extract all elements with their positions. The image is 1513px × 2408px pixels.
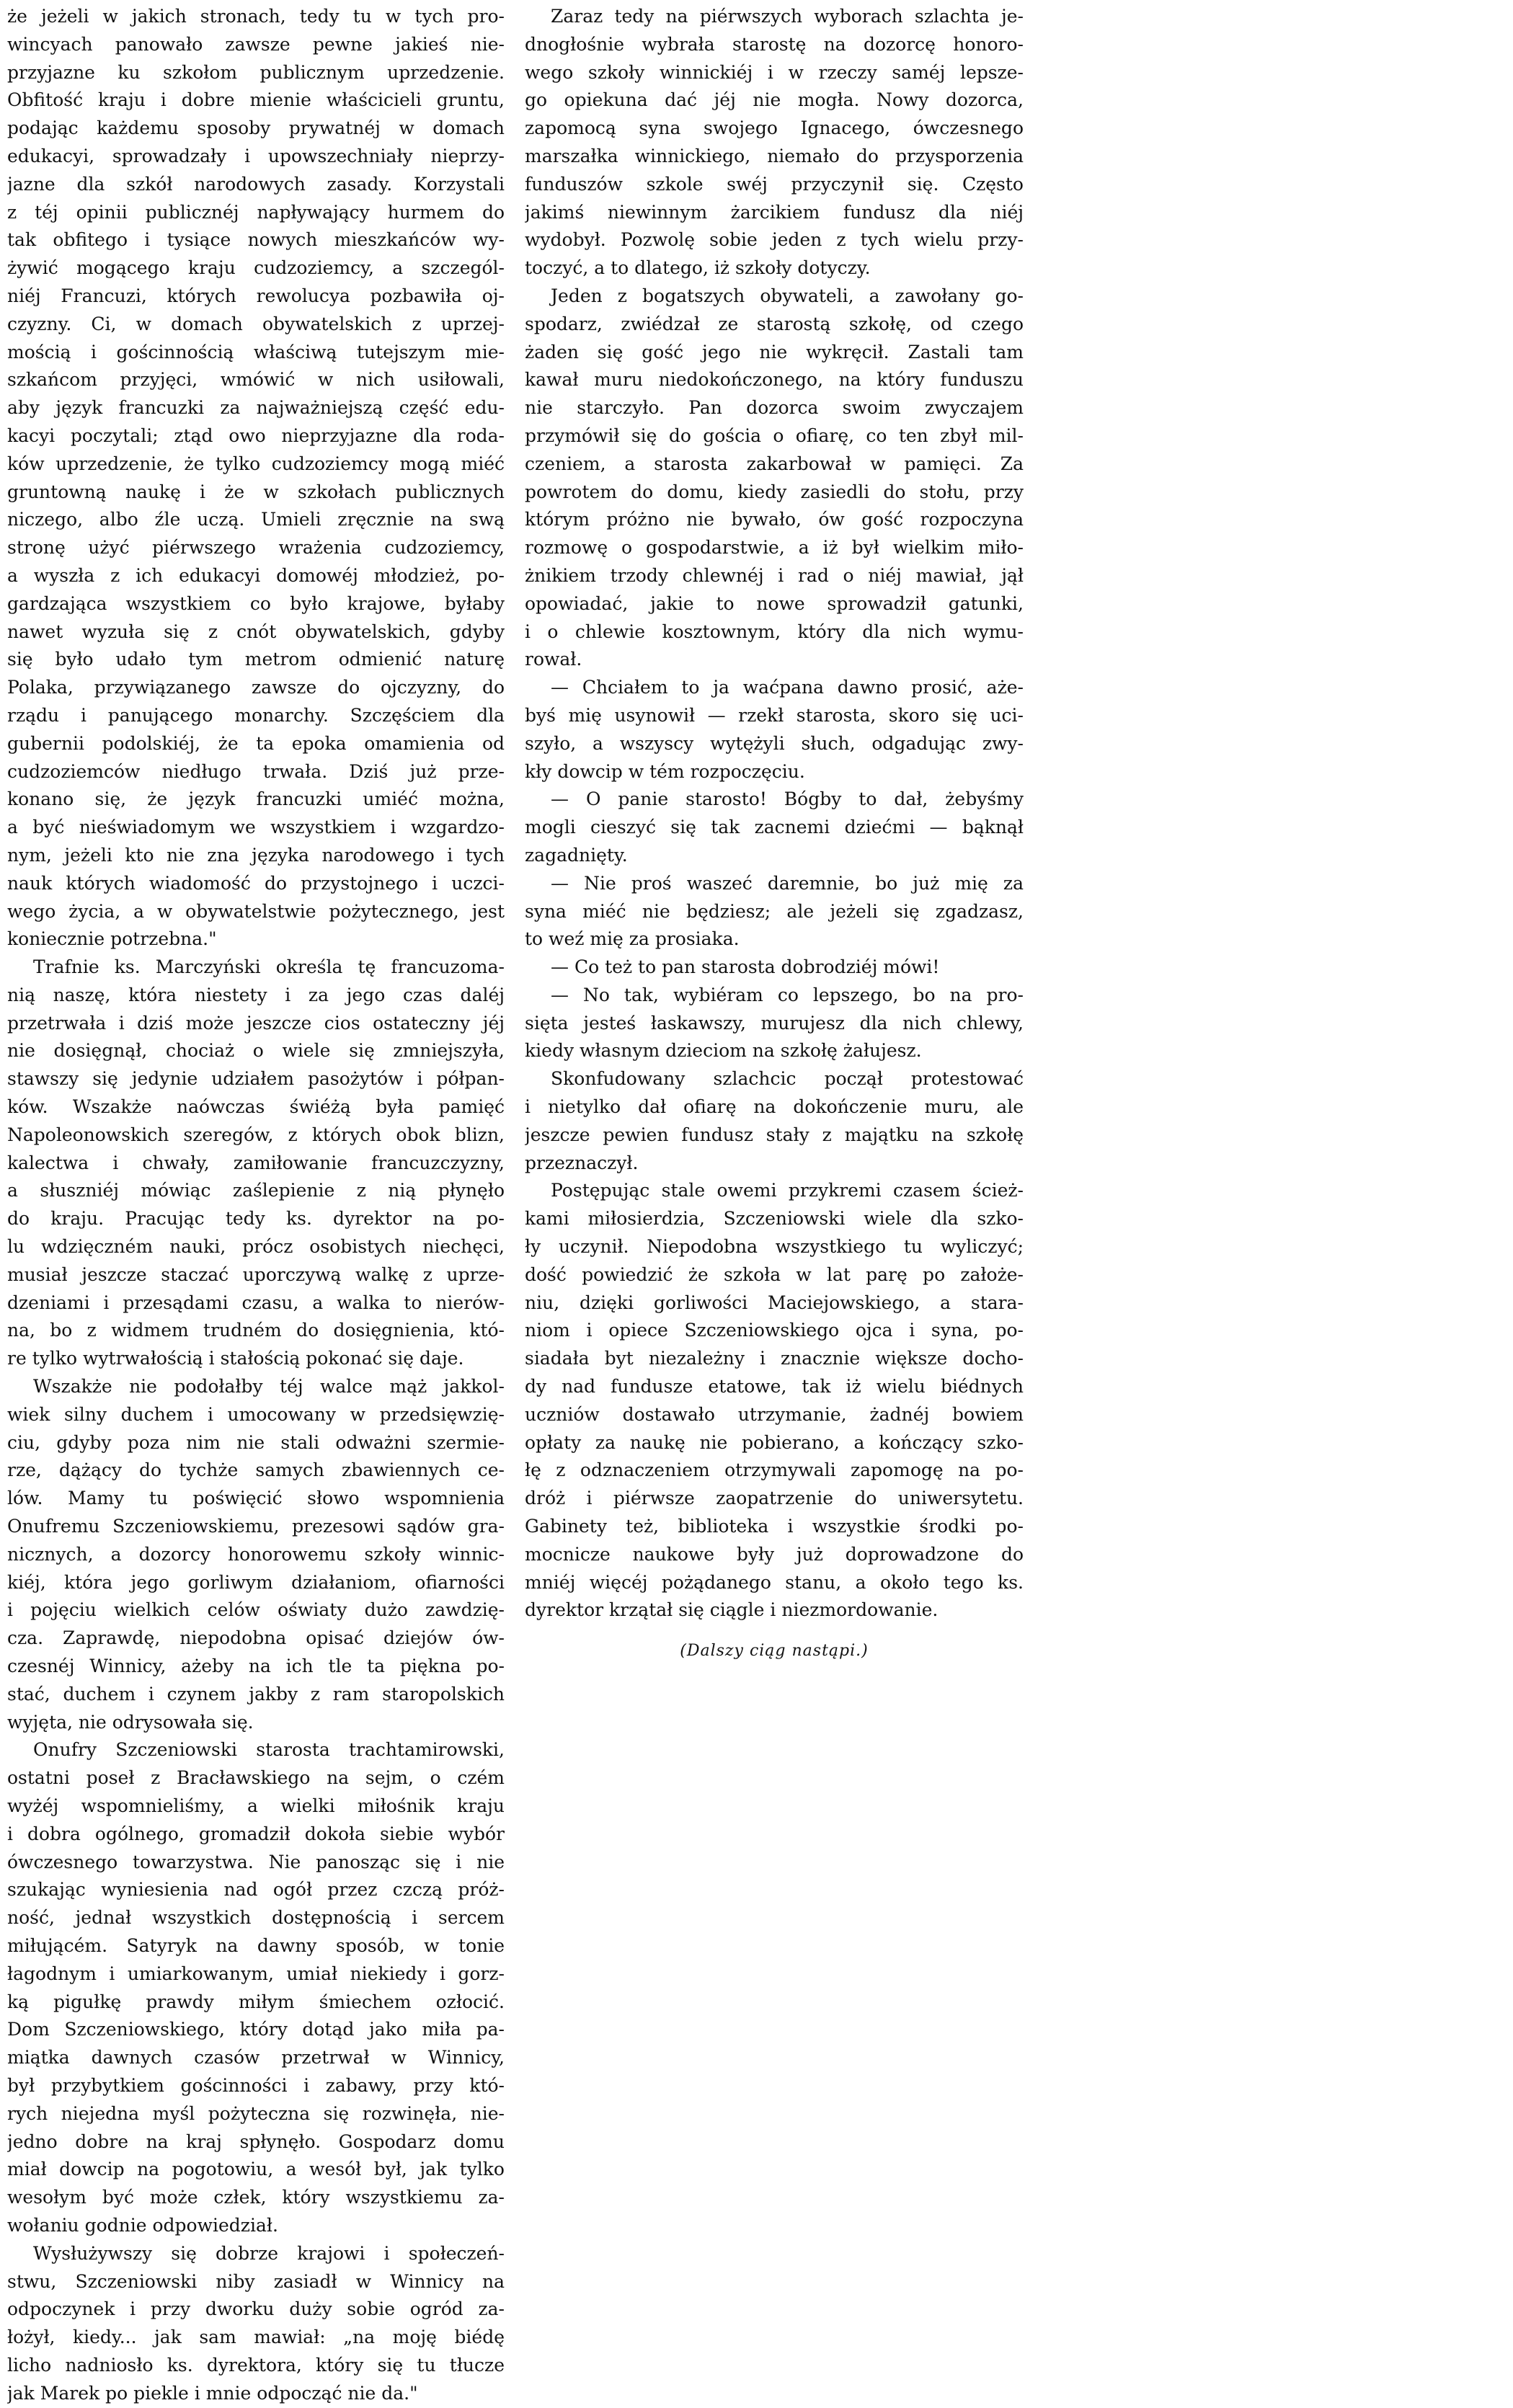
text-line: zagadnięty. [525, 844, 628, 866]
text-line: wego szkoły winnickiéj i w rzeczy saméj lepsze- [525, 61, 1024, 83]
left-text-column [7, 3, 505, 2408]
text-line: kiéj, która jego gorliwym działaniom, ofiarności [7, 1571, 505, 1593]
text-line: wydobył. Pozwolę sobie jeden z tych wielu przy- [525, 229, 1024, 251]
text-line: wiek silny duchem i umocowany w przedsięwzię- [7, 1403, 505, 1425]
text-line: i dobra ogólnego, gromadził dokoła siebie wybór [7, 1823, 505, 1844]
text-line: kiedy własnym dzieciom na szkołę żałujesz. [525, 1040, 922, 1062]
text-line: dnogłośnie wybrała starostę na dozorcę honoro- [525, 33, 1024, 55]
text-line: ką pigułkę prawdy miłym śmiechem ozłocić. [7, 1991, 505, 2012]
text-line: stawszy się jedynie udziałem pasożytów i półpan- [7, 1068, 505, 1090]
text-line: szyło, a wszyscy wytężyli słuch, odgadując zwy- [525, 732, 1024, 754]
text-line: wyjęta, nie odrysowała się. [7, 1711, 254, 1733]
text-line: byś mię usynowił — rzekł starosta, skoro się uci- [525, 704, 1024, 726]
text-line: odpoczynek i przy dworku duży sobie ogród za- [7, 2298, 505, 2320]
text-line: szukając wyniesienia nad ogół przez czczą próż- [7, 1879, 505, 1901]
continuation-note: (Dalszy ciąg nastąpi.) [680, 1642, 869, 1661]
text-line: żywić mogącego kraju cudzoziemcy, a szczegól- [7, 257, 505, 279]
text-line: rował. [525, 649, 582, 670]
text-line: mością i gościnnością właściwą tutejszym mie- [7, 341, 505, 363]
text-line: przetrwała i dziś może jeszcze cios ostateczny jéj [7, 1012, 505, 1034]
text-line: rze, dążący do tychże samych zbawiennych ce- [7, 1460, 505, 1481]
text-line: konano się, że język francuzki umiéć można, [7, 788, 505, 810]
text-line: nauk których wiadomość do przystojnego i uczci- [7, 872, 505, 894]
text-line: niu, dzięki gorliwości Maciejowskiego, a stara- [525, 1292, 1024, 1313]
text-line: nie starczyło. Pan dozorca swoim zwyczajem [525, 397, 1024, 419]
text-line: funduszów szkole swéj przyczynił się. Często [525, 173, 1024, 195]
text-line: opłaty za naukę nie pobierano, a kończący szko- [525, 1431, 1024, 1453]
text-line: a być nieświadomym we wszystkiem i wzgardzo- [7, 817, 505, 838]
text-line: — No tak, wybiéram co lepszego, bo na pro- [551, 984, 1024, 1005]
text-line: na, bo z widmem trudném do dosięgnienia, któ- [7, 1320, 505, 1341]
text-line: a wyszła z ich edukacyi domowéj młodzież, po- [7, 564, 505, 586]
text-line: lów. Mamy tu poświęcić słowo wspomnienia [7, 1488, 505, 1509]
text-line: zapomocą syna swojego Ignacego, ówczesnego [525, 117, 1024, 139]
text-line: musiał jeszcze staczać uporczywą walkę z uprze- [7, 1263, 505, 1285]
text-line: stronę użyć piérwszego wrażenia cudzoziemcy, [7, 537, 505, 559]
text-line: nicznych, a dozorcy honorowemu szkoły winnic- [7, 1543, 505, 1565]
text-line: — O panie starosto! Bógby to dał, żebyśmy [551, 788, 1024, 810]
text-line: niczego, albo źle uczą. Umieli zręcznie na swą [7, 509, 505, 530]
text-line: rozmowę o gospodarstwie, a iż był wielkim miło- [525, 537, 1024, 559]
text-line: — Co też to pan starosta dobrodziéj mówi! [551, 956, 940, 978]
text-line: edukacyi, sprowadzały i upowszechniały nieprzy- [7, 145, 505, 166]
text-line: jeszcze pewien fundusz stały z majątku na szkołę [525, 1124, 1024, 1145]
text-line: mniéj więcéj pożądanego stanu, a około tego ks. [525, 1571, 1024, 1593]
right-column-lines [525, 3, 1024, 1625]
text-line: z téj opinii publicznéj napływający hurmem do [7, 201, 505, 223]
text-line: Onufremu Szczeniowskiemu, prezesowi sądów gra- [7, 1516, 505, 1537]
text-line: miał dowcip na pogotowiu, a wesół był, jak tylko [7, 2159, 505, 2180]
text-line: Gabinety też, biblioteka i wszystkie środki po- [525, 1516, 1024, 1537]
text-line: koniecznie potrzebna." [7, 928, 217, 950]
text-line: żnikiem trzody chlewnéj i rad o niéj mawiał, jął [525, 564, 1024, 586]
text-line: dy nad fundusze etatowe, tak iż wielu biédnych [525, 1376, 1024, 1398]
text-line: Polaka, przywiązanego zawsze do ojczyzny, do [7, 677, 505, 698]
text-line: a słuszniéj mówiąc zaślepienie z nią płynęło [7, 1180, 505, 1201]
text-line: niom i opiece Szczeniowskiego ojca i syna, po- [525, 1320, 1024, 1341]
text-line: kły dowcip w tém rozpoczęciu. [525, 760, 805, 782]
text-line: kacyi poczytali; ztąd owo nieprzyjazne dla rodа- [7, 425, 505, 446]
text-line: nie dosięgnął, chociaż o wiele się zmniejszyła, [7, 1040, 505, 1062]
text-line: dość powiedzić że szkoła w lat parę po założe- [525, 1263, 1024, 1285]
text-line: powrotem do domu, kiedy zasiedli do stołu, przy [525, 481, 1024, 502]
text-line: dyrektor krzątał się ciągle i niezmordowanie. [525, 1599, 939, 1621]
text-line: Wszakże nie podołałby téj walce mąż jakkol- [33, 1376, 505, 1398]
text-line: i o chlewie kosztownym, który dla nich wymu- [525, 621, 1024, 642]
text-line: cudzoziemców niedługo trwała. Dziś już prze- [7, 760, 505, 782]
text-line: gardzająca wszystkiem co było krajowe, byłaby [7, 592, 505, 614]
text-line: gubernii podolskiéj, że ta epoka omamienia od [7, 732, 505, 754]
text-line: mogli cieszyć się tak zacnemi dziećmi — bąknął [525, 817, 1024, 838]
text-line: go opiekuna dać jéj nie mogła. Nowy dozorca, [525, 89, 1024, 111]
text-line: stać, duchem i czynem jakby z ram staropolskich [7, 1683, 505, 1705]
text-line: licho nadniosło ks. dyrektora, który się tu tłucze [7, 2354, 505, 2376]
text-line: nią naszę, która niestety i za jego czas daléj [7, 984, 505, 1005]
text-line: jak Marek po piekle i mnie odpocząć nie da." [7, 2382, 418, 2404]
text-line: do kraju. Pracując tedy ks. dyrektor na po- [7, 1208, 505, 1230]
text-line: rych niejedna myśl pożyteczna się rozwinęła, nie- [7, 2102, 505, 2124]
text-line: miątka dawnych czasów przetrwał w Winnicy, [7, 2047, 505, 2069]
text-line: kawał muru niedokończonego, na który funduszu [525, 369, 1024, 391]
text-line: Trafnie ks. Marczyński określa tę francuzoma- [33, 956, 505, 978]
text-line: i pojęciu wielkich celów oświaty dużo zawdzię- [7, 1599, 505, 1621]
text-line: podając każdemu sposoby prywatnéj w domach [7, 117, 505, 139]
text-line: Jeden z bogatszych obywateli, a zawołany go- [551, 285, 1024, 306]
text-line: wincyach panowało zawsze pewne jakieś nie- [7, 33, 505, 55]
text-line: był przybytkiem gościnności i zabawy, przy któ- [7, 2074, 505, 2096]
text-line: mocnicze naukowe były już doprowadzone do [525, 1543, 1024, 1565]
text-line: sięta jesteś łaskawszy, murujesz dla nich chlewy, [525, 1012, 1024, 1034]
text-line: Postępując stale owemi przykremi czasem ścież- [551, 1180, 1024, 1201]
text-line: Obfitość kraju i dobre mienie właścicieli gruntu, [7, 89, 505, 111]
text-line: czeniem, a starosta zakarbował w pamięci. Za [525, 453, 1024, 474]
text-line: Napoleonowskich szeregów, z których obok blizn, [7, 1124, 505, 1145]
text-line: marszałka winnickiego, niemało do przysporzenia [525, 145, 1024, 166]
text-line: Zaraz tedy na piérwszych wyborach szlachta je- [551, 6, 1024, 27]
text-line: łożył, kiedy... jak sam mawiał: „na moję biédę [7, 2327, 505, 2348]
text-line: nawet wyzuła się z cnót obywatelskich, gdyby [7, 621, 505, 642]
text-line: Skonfudowany szlachcic począł protestować [551, 1068, 1024, 1090]
text-line: przeznaczył. [525, 1152, 639, 1173]
text-line: syna miéć nie będziesz; ale jeżeli się zgadzasz, [525, 900, 1024, 922]
text-line: jedno dobre na kraj spłynęło. Gospodarz domu [7, 2131, 505, 2152]
text-line: żaden się gość jego nie wykręcił. Zastali tam [525, 341, 1024, 363]
text-line: aby język francuzki za najważniejszą część edu- [7, 397, 505, 419]
text-line: przyjazne ku szkołom publicznym uprzedzenie. [7, 61, 505, 83]
text-line: łagodnym i umiarkowanym, umiał niekiedy i gorz- [7, 1963, 505, 1984]
text-line: — Nie proś waszeć daremnie, bo już mię za [551, 872, 1024, 894]
text-line: lu wdzięczném nauki, prócz osobistych niechęci, [7, 1236, 505, 1258]
text-line: re tylko wytrwałością i stałością pokonać się daje. [7, 1348, 464, 1369]
text-line: cza. Zaprawdę, niepodobna opisać dziejów ów- [7, 1627, 505, 1649]
text-line: ówczesnego towarzystwa. Nie panosząc się i nie [7, 1851, 505, 1872]
text-line: jakimś niewinnym żarcikiem fundusz dla niéj [525, 201, 1024, 223]
text-line: dzeniami i przesądami czasu, a walka to nierów- [7, 1292, 505, 1313]
text-line: niéj Francuzi, których rewolucya pozbawiła oj- [7, 285, 505, 306]
text-line: którym próżno nie bywało, ów gość rozpoczyna [525, 509, 1024, 530]
text-line: siadała byt niezależny i znacznie większe docho- [525, 1348, 1024, 1369]
text-line: rządu i panującego monarchy. Szczęściem dla [7, 704, 505, 726]
text-line: ostatni poseł z Bracławskiego na sejm, o czém [7, 1767, 505, 1789]
text-line: czyzny. Ci, w domach obywatelskich z uprzej- [7, 313, 505, 334]
text-line: kalectwa i chwały, zamiłowanie francuzczyzny, [7, 1152, 505, 1173]
text-line: stwu, Szczeniowski niby zasiadł w Winnicy na [7, 2270, 505, 2292]
text-line: jazne dla szkół narodowych zasady. Korzystali [7, 173, 505, 195]
text-line: Onufry Szczeniowski starosta trachtamirowski, [33, 1739, 505, 1761]
text-line: wego życia, a w obywatelstwie pożytecznego, jest [7, 900, 505, 922]
text-line: ność, jednał wszystkich dostępnością i sercem [7, 1907, 505, 1929]
text-line: wołaniu godnie odpowiedział. [7, 2214, 278, 2236]
text-line: Wysłużywszy się dobrze krajowi i społeczeń- [33, 2242, 505, 2264]
text-line: to weź mię za prosiaka. [525, 928, 740, 950]
text-line: czesnéj Winnicy, ażeby na ich tle ta piękna po- [7, 1656, 505, 1677]
text-line: uczniów dostawało utrzymanie, żadnéj bowiem [525, 1403, 1024, 1425]
text-line: się było udało tym metrom odmienić naturę [7, 649, 505, 670]
text-line: spodarz, zwiédzał ze starostą szkołę, od czego [525, 313, 1024, 334]
right-text-column [525, 3, 1024, 1666]
text-line: łę z odznaczeniem otrzymywali zapomogę na po- [525, 1460, 1024, 1481]
text-line: tak obfitego i tysiące nowych mieszkańców wy- [7, 229, 505, 251]
text-line: wyżéj wspomnieliśmy, a wielki miłośnik kraju [7, 1795, 505, 1816]
text-line: wesołym być może człek, który wszystkiemu za- [7, 2187, 505, 2208]
text-line: nym, jeżeli kto nie zna języka narodowego i tych [7, 844, 505, 866]
text-line: i nietylko dał ofiarę na dokończenie muru, ale [525, 1096, 1024, 1118]
text-line: szkańcom przyjęci, wmówić w nich usiłowali, [7, 369, 505, 391]
text-line: ków. Wszakże naówczas świéżą była pamięć [7, 1096, 505, 1118]
text-line: — Chciałem to ja waćpana dawno prosić, aże- [551, 677, 1024, 698]
text-line: ków uprzedzenie, że tylko cudzoziemcy mogą miéć [7, 453, 505, 474]
text-line: kami miłosierdzia, Szczeniowski wiele dla szko- [525, 1208, 1024, 1230]
text-line: ły uczynił. Niepodobna wszystkiego tu wyliczyć; [525, 1236, 1024, 1258]
text-line: gruntowną naukę i że w szkołach publicznych [7, 481, 505, 502]
text-line: dróż i piérwsze zaopatrzenie do uniwersytetu. [525, 1488, 1024, 1509]
text-line: przymówił się do gościa o ofiarę, co ten zbył mil- [525, 425, 1024, 446]
text-line: że jeżeli w jakich stronach, tedy tu w tych pro- [7, 6, 505, 27]
text-line: Dom Szczeniowskiego, który dotąd jako miła pa- [7, 2019, 505, 2040]
text-line: toczyć, a to dlatego, iż szkoły dotyczy. [525, 257, 871, 279]
text-line: miłującém. Satyryk na dawny sposób, w tonie [7, 1934, 505, 1956]
text-line: ciu, gdyby poza nim nie stali odważni szermie- [7, 1431, 505, 1453]
text-line: opowiadać, jakie to nowe sprowadził gatunki, [525, 592, 1024, 614]
